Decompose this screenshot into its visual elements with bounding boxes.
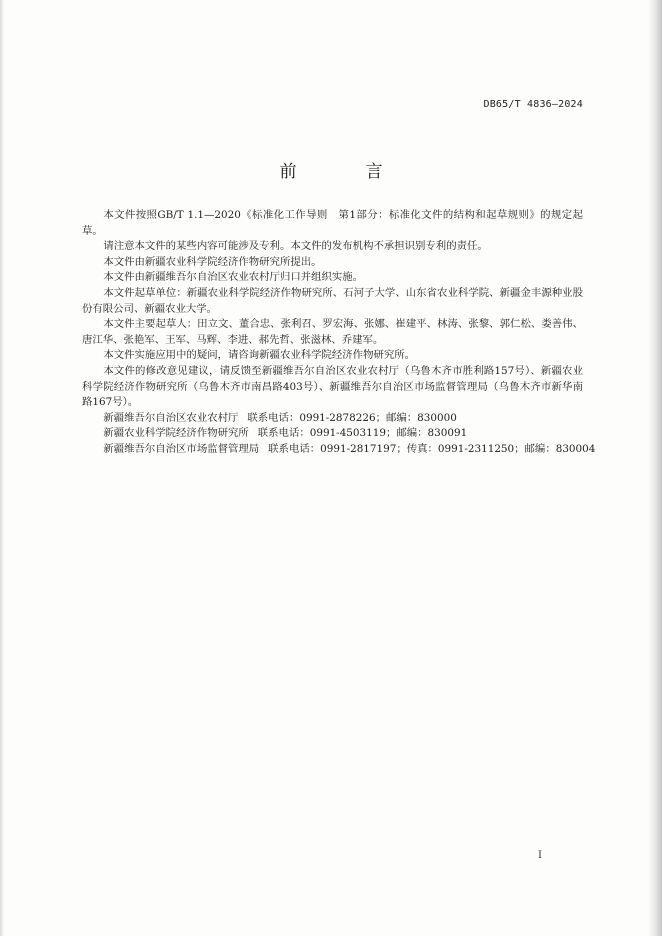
contact-line [82, 442, 596, 458]
contact-details: 联系电话：0991-2817197；传真：0991-2311250；邮编：830004 [268, 442, 596, 455]
contact-details: 联系电话：0991-2878226；邮编：830000 [247, 411, 457, 424]
scan-edge-left [0, 0, 4, 936]
paragraph-administrator: 本文件由新疆维吾尔自治区农业农村厅归口并组织实施。 [103, 271, 364, 284]
paragraph-drafting-rules: 本文件按照GB/T 1.1—2020《标准化工作导则 第1部分：标准化文件的结构和起草规则》的规定起草。 [82, 209, 583, 237]
paragraph-patent-notice: 请注意本文件的某些内容可能涉及专利。本文件的发布机构不承担识别专利的责任。 [103, 240, 488, 253]
paragraph-inquiries: 本文件实施应用中的疑问，请咨询新疆农业科学院经济作物研究所。 [103, 349, 416, 362]
paragraph-drafting-units: 本文件起草单位：新疆农业科学院经济作物研究所、石河子大学、山东省农业科学院、新疆金丰源种业股份有限公司、新疆农业大学。 [82, 286, 583, 315]
contact-details: 联系电话：0991-4503119；邮编：830091 [257, 427, 468, 440]
foreword-body [82, 208, 596, 458]
paragraph-proposer: 本文件由新疆农业科学院经济作物研究所提出。 [103, 255, 322, 268]
contact-org: 新疆农业科学院经济作物研究所 [103, 427, 249, 440]
page-number: I [538, 850, 542, 861]
contact-line [82, 426, 583, 442]
paragraph-drafters: 本文件主要起草人：田立文、董合忠、张利召、罗宏海、张娜、崔建平、林涛、张黎、郭仁松、娄善伟、唐江华、张艳军、王军、马辉、李进、郝先哲、张滋林、乔建军。 [82, 318, 583, 346]
contact-line [82, 411, 583, 427]
page-title: 前 言 [279, 162, 409, 182]
paragraph-feedback: 本文件的修改意见建议，请反馈至新疆维吾尔自治区农业农村厅（乌鲁木齐市胜利路157号）、新疆农业科学院经济作物研究所（乌鲁木齐市南昌路403号）、新疆维吾尔自治区市场监督管理局（乌鲁木齐市新华南路167号）。 [82, 364, 583, 409]
contact-org: 新疆维吾尔自治区农业农村厅 [103, 411, 239, 424]
scan-edge-right [648, 0, 662, 936]
contact-org: 新疆维吾尔自治区市场监督管理局 [103, 442, 260, 455]
document-code: DB65/T 4836—2024 [483, 99, 583, 110]
